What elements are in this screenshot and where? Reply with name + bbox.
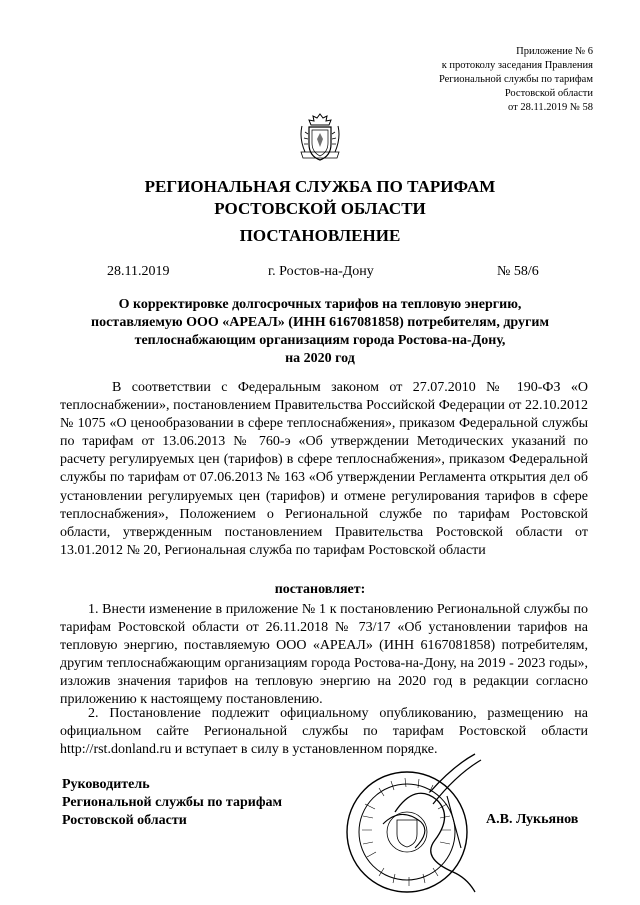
appendix-line: к протоколу заседания Правления	[441, 60, 593, 71]
document-number: № 58/6	[497, 264, 539, 279]
clause-2: 2. Постановление подлежит официальному опубликованию, размещению на официальном сайте Региональной службы по тарифам Ростовской области http://rst.donland.ru и вступает в силу в установленном порядке.	[60, 706, 588, 758]
signer-position-line: Региональной службы по тарифам	[62, 795, 283, 810]
appendix-line: Приложение № 6	[516, 46, 593, 57]
subject-line: теплоснабжающим организациям города Ростова-на-Дону,	[134, 333, 506, 348]
clause-1: 1. Внести изменение в приложение № 1 к постановлению Региональной службы по тарифам Ростовской области от 26.11.2018 № 73/17 «Об установлении тарифов на тепловую энергию, поставляемую ООО «АРЕАЛ» (ИНН 6167081858) потребителям, другим теплоснабжающим организациям города Ростова-на-Дону, на 2019 - 2023 годы», изложив значения тарифов на тепловую энергию на 2020 год в редакции согласно приложению к настоящему постановлению.	[60, 602, 588, 708]
organization-title-line: РЕГИОНАЛЬНАЯ СЛУЖБА ПО ТАРИФАМ	[144, 177, 496, 196]
decides-heading: постановляет:	[274, 582, 366, 597]
appendix-line: от 28.11.2019 № 58	[508, 102, 593, 113]
document-type: ПОСТАНОВЛЕНИЕ	[239, 226, 401, 245]
official-seal-icon	[335, 752, 485, 904]
subject-line: О корректировке долгосрочных тарифов на тепловую энергию,	[118, 297, 522, 312]
appendix-note	[439, 45, 593, 115]
signer-position	[62, 776, 282, 830]
document-subject	[60, 296, 580, 368]
signer-position-line: Ростовской области	[62, 813, 187, 828]
signer-position-line: Руководитель	[62, 777, 150, 792]
appendix-line: Ростовской области	[504, 88, 593, 99]
appendix-line: Региональной службы по тарифам	[438, 74, 593, 85]
organization-title	[0, 176, 640, 220]
document-date: 28.11.2019	[107, 264, 170, 279]
signer-name: А.В. Лукьянов	[486, 812, 579, 827]
preamble-paragraph: В соответствии с Федеральным законом от 27.07.2010 № 190-ФЗ «О теплоснабжении», постановлением Правительства Российской Федерации от 22.10.2012 № 1075 «О ценообразовании в сфере теплоснабжения», приказом Федеральной службы по тарифам от 13.06.2013 № 760-э «Об утверждении Методических указаний по расчету регулируемых цен (тарифов) в сфере теплоснабжения», приказом Федеральной службы по тарифам от 07.06.2013 № 163 «Об утверждении Регламента открытия дел об установлении регулируемых цен (тарифов) и отмене регулирования тарифов в сфере теплоснабжения», Положением о Региональной службе по тарифам Ростовской области, утвержденным постановлением Правительства Ростовской области от 13.01.2012 № 20, Региональная служба по тарифам Ростовской области	[60, 380, 588, 558]
document-city: г. Ростов-на-Дону	[268, 264, 374, 279]
subject-line: на 2020 год	[285, 351, 355, 366]
coat-of-arms-icon	[297, 112, 343, 164]
organization-title-line: РОСТОВСКОЙ ОБЛАСТИ	[214, 199, 426, 218]
subject-line: поставляемую ООО «АРЕАЛ» (ИНН 6167081858) потребителям, другим	[91, 315, 549, 330]
